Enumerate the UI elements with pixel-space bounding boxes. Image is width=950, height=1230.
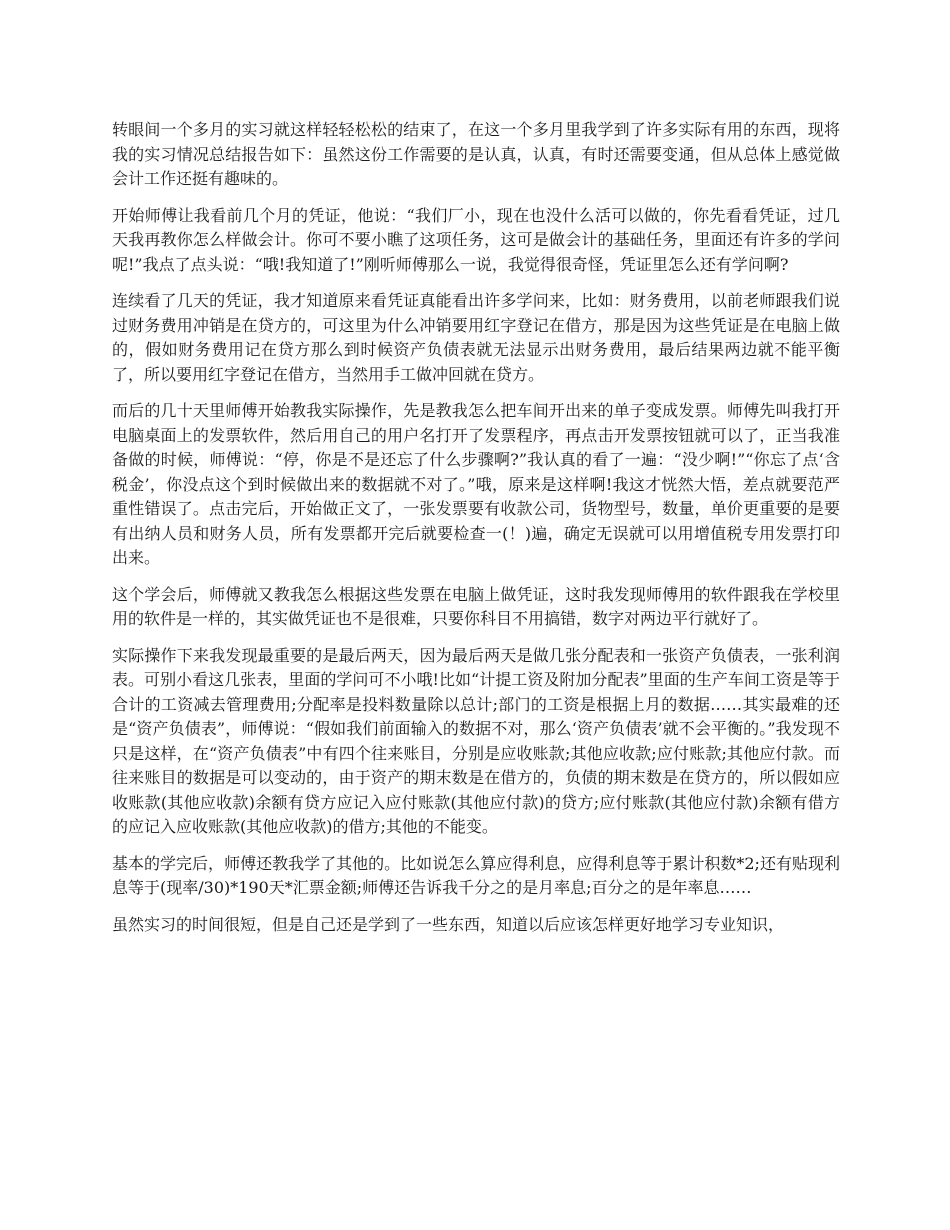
paragraph-vouchers-learning: 连续看了几天的凭证，我才知道原来看凭证真能看出许多学问来，比如：财务费用，以前老师跟我们说过财务费用冲销是在贷方的，可这里为什么冲销要用红字登记在借方，那是因为这些凭证是在电脑上做的，假如财务费用记在贷方那么到时候资产负债表就无法显示出财务费用，最后结果两边就不能平衡了，所以要用红字登记在借方，当然用手工做冲回就在贷方。 [112, 291, 840, 384]
paragraph-conclusion: 虽然实习的时间很短，但是自己还是学到了一些东西，知道以后应该怎样更好地学习专业知识， [112, 914, 785, 934]
paragraph-invoice-practice: 而后的几十天里师傅开始教我实际操作，先是教我怎么把车间开出来的单子变成发票。师傅先叫我打开电脑桌面上的发票软件，然后用自己的用户名打开了发票程序，再点击开发票按钮就可以了，正当我准备做的时候，师傅说：“停，你是不是还忘了什么步骤啊?”我认真的看了一遍：“没少啊!”“你忘了点‘含税金’，你没点这个到时候做出来的数据就不对了。”哦，原来是这样啊!我这才恍然大悟，差点就要范严重性错误了。点击完后，开始做正文了，一张发票要有收款公司，货物型号，数量，单价更重要的是要有出纳人员和财务人员，所有发票都开完后就要检查一(！)遍，确定无误就可以用增值税专用发票打印出来。 [112, 401, 840, 567]
paragraph-intro: 转眼间一个多月的实习就这样轻轻松松的结束了，在这一个多月里我学到了许多实际有用的东西，现将我的实习情况总结报告如下：虽然这份工作需要的是认真，认真，有时还需要变通，但从总体上感觉做会计工作还挺有趣味的。 [112, 120, 840, 188]
paragraph-balance-sheet: 实际操作下来我发现最重要的是最后两天，因为最后两天是做几张分配表和一张资产负债表，一张利润表。可别小看这几张表，里面的学问可不小哦!比如“计提工资及附加分配表”里面的生产车间工资是等于合计的工资减去管理费用;分配率是投料数量除以总计;部门的工资是根据上月的数据……其实最难的还是“资产负债表”，师傅说：“假如我们前面输入的数据不对，那么‘资产负债表’就不会平衡的。”我发现不只是这样，在“资产负债表”中有四个往来账目，分别是应收账款;其他应收款;应付账款;其他应付款。而往来账目的数据是可以变动的，由于资产的期末数是在借方的，负债的期末数是在贷方的，所以假如应收账款(其他应收款)余额有贷方应记入应付账款(其他应付款)的贷方;应付账款(其他应付款)余额有借方的应记入应收账款(其他应收款)的借方;其他的不能变。 [112, 645, 840, 836]
paragraph-voucher-software: 这个学会后，师傅就又教我怎么根据这些发票在电脑上做凭证，这时我发现师傅用的软件跟我在学校里用的软件是一样的，其实做凭证也不是很难，只要你科目不用搞错，数字对两边平行就好了。 [112, 584, 840, 628]
paragraph-interest: 基本的学完后，师傅还教我学了其他的。比如说怎么算应得利息，应得利息等于累计积数*2;还有贴现利息等于(现率/30)*190天*汇票金额;师傅还告诉我千分之的是月率息;百分之的是年率息…… [112, 853, 840, 897]
document-body [112, 118, 840, 949]
paragraph-vouchers-intro: 开始师傅让我看前几个月的凭证，他说：“我们厂小，现在也没什么活可以做的，你先看看凭证，过几天我再教你怎么样做会计。你可不要小瞧了这项任务，这可是做会计的基础任务，里面还有许多的学问呢!”我点了点头说：“哦!我知道了!”刚听师傅那么一说，我觉得很奇怪，凭证里怎么还有学问啊? [112, 205, 840, 274]
